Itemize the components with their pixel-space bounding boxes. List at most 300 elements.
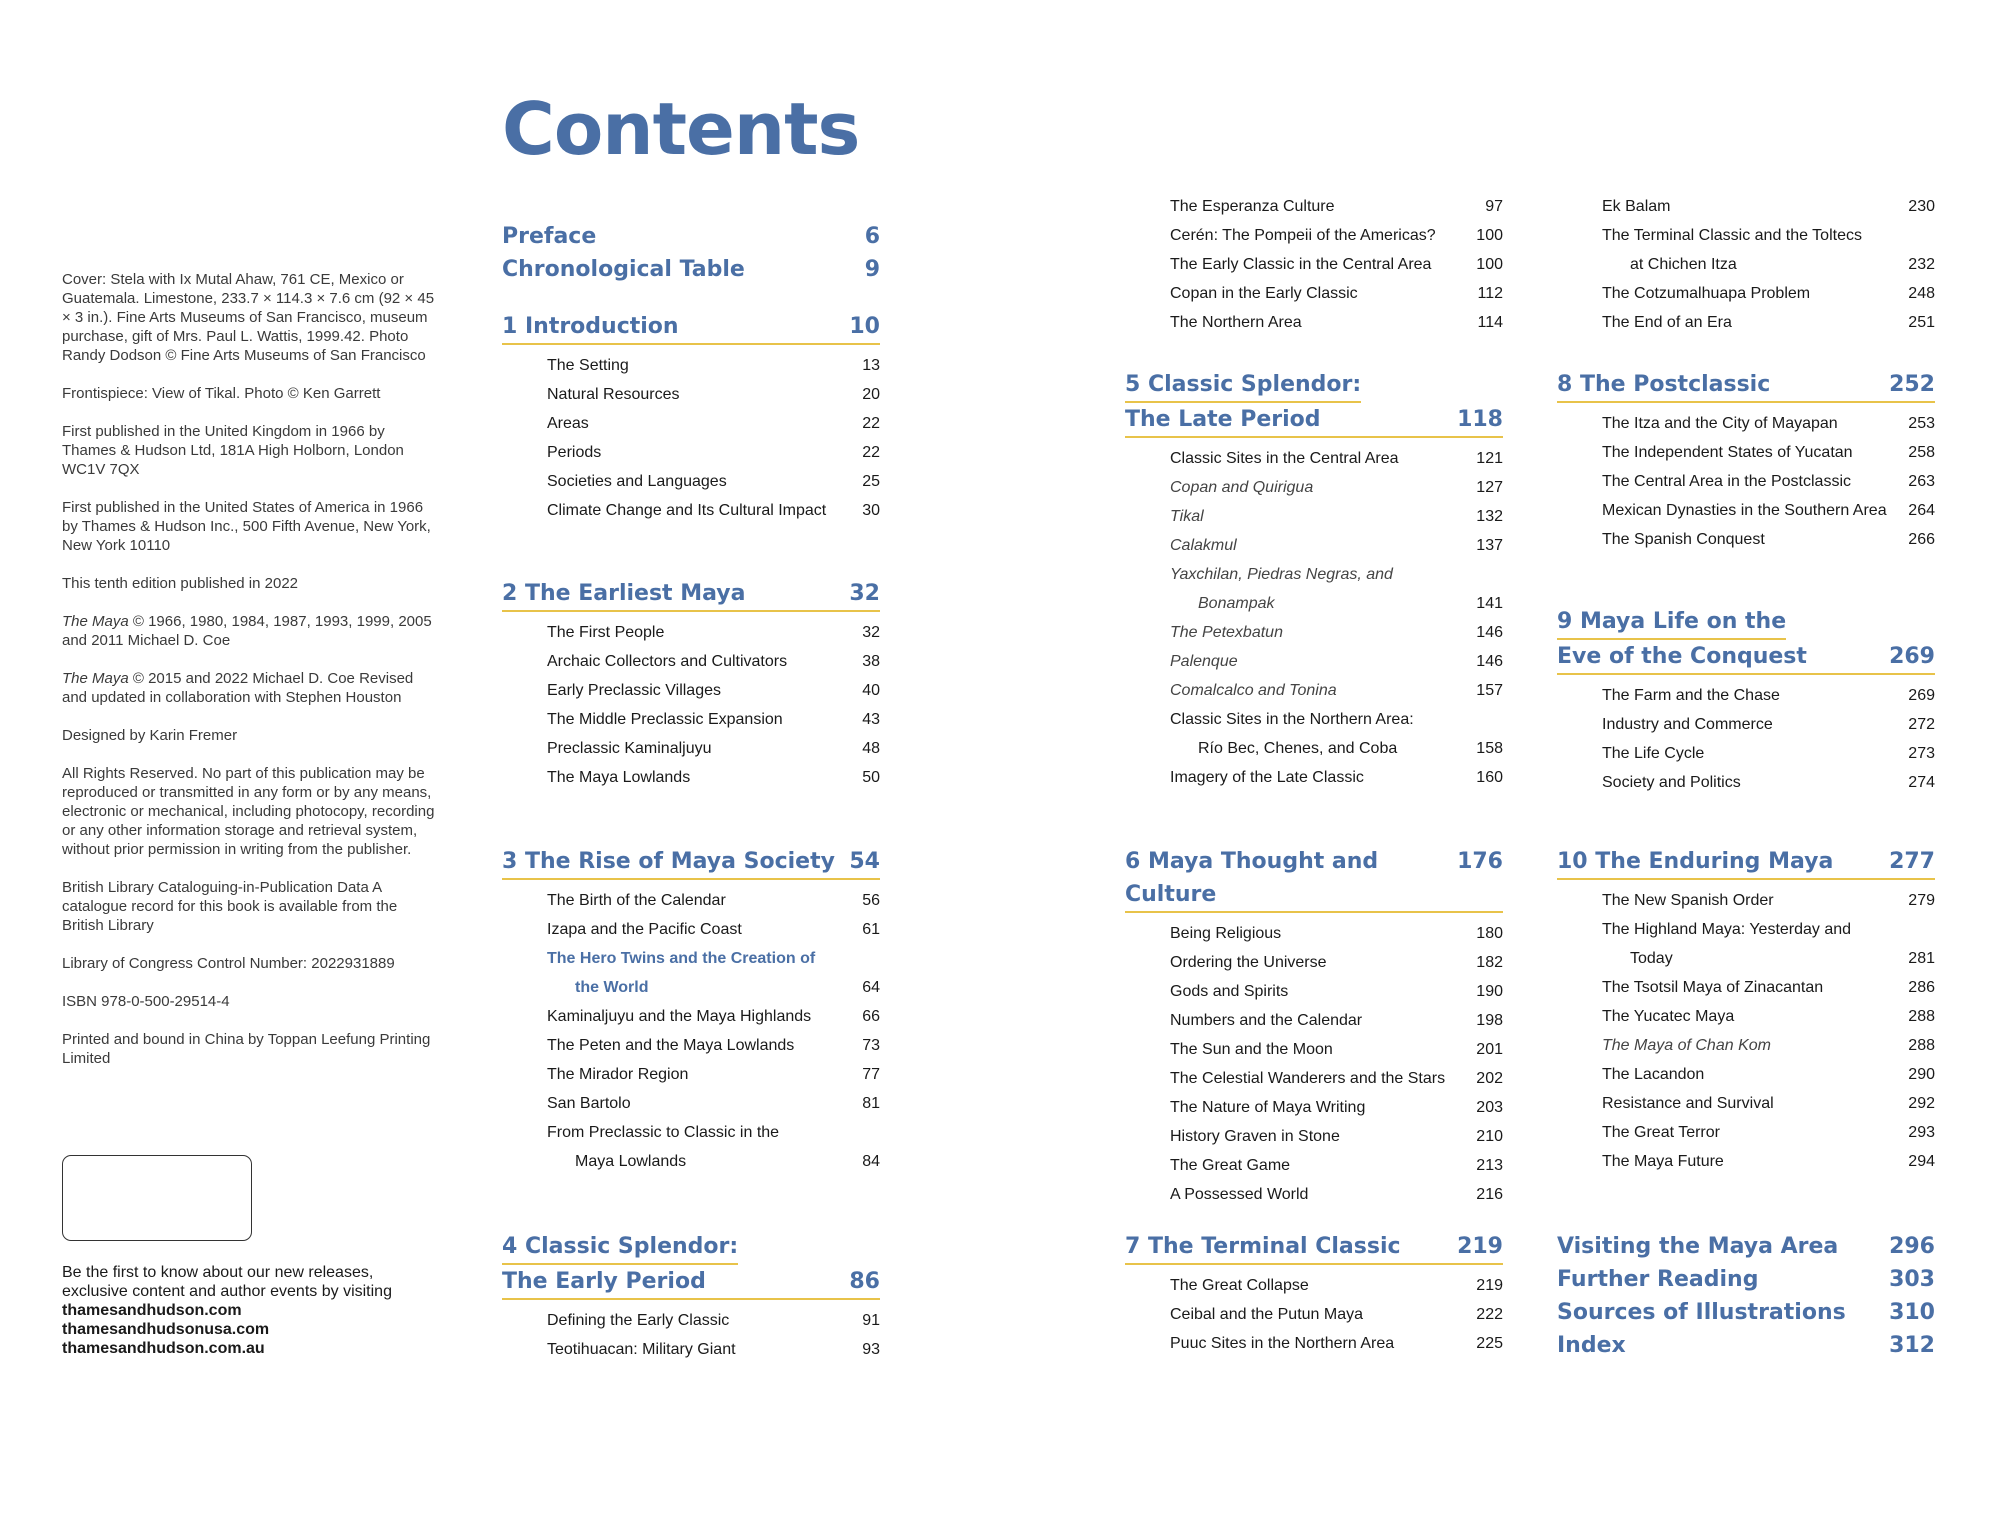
- cover-credit: Cover: Stela with Ix Mutal Ahaw, 761 CE, Mexico or Guatemala. Limestone, 233.7 × 114.3 × 7.6 cm (92 × 45 × 3 in.). Fine Arts Museums of San Francisco, museum purchase, gift of Mrs. Paul L. Wattis, 1999.42. Photo Randy Dodson © Fine Arts Museums of San Francisco: [62, 271, 435, 364]
- entry-title: Early Preclassic Villages: [547, 682, 721, 699]
- toc-section: [1557, 845, 1935, 1176]
- toc-entry[interactable]: [1170, 279, 1503, 308]
- entry-title: Río Bec, Chenes, and Coba: [1198, 740, 1398, 757]
- entry-title: The Esperanza Culture: [1170, 198, 1335, 215]
- toc-entry-list: [1125, 1271, 1503, 1358]
- entry-page-number: 43: [862, 711, 880, 728]
- entry-title: The Farm and the Chase: [1602, 687, 1780, 704]
- entry-title: The First People: [547, 624, 665, 641]
- entry-title: Bonampak: [1198, 595, 1275, 612]
- toc-entry[interactable]: [1602, 915, 1935, 944]
- entry-page-number: 272: [1908, 716, 1935, 733]
- printer-credit: Printed and bound in China by Toppan Leefung Printing Limited: [62, 1031, 431, 1067]
- entry-page-number: 77: [862, 1066, 880, 1083]
- toc-entry[interactable]: [1170, 1151, 1503, 1180]
- chapter-page-number: 269: [1889, 644, 1935, 669]
- toc-entry[interactable]: [1170, 919, 1503, 948]
- entry-title: The Tsotsil Maya of Zinacantan: [1602, 979, 1824, 996]
- website-link[interactable]: thamesandhudson.com: [62, 1302, 242, 1319]
- toc-entry[interactable]: [1602, 221, 1935, 250]
- entry-title: Puuc Sites in the Northern Area: [1170, 1335, 1395, 1352]
- toc-entry[interactable]: [547, 944, 880, 973]
- entry-title: Izapa and the Pacific Coast: [547, 921, 742, 938]
- entry-title: The Petexbatun: [1170, 624, 1283, 641]
- chapter-heading[interactable]: [502, 253, 880, 286]
- toc-section: [502, 310, 880, 525]
- toc-entry[interactable]: [1602, 308, 1935, 337]
- toc-entry[interactable]: [547, 886, 880, 915]
- chapter-title: 2 The Earliest Maya: [502, 581, 746, 606]
- chapter-title: 6 Maya Thought and Culture: [1125, 849, 1379, 907]
- entry-page-number: 73: [862, 1037, 880, 1054]
- entry-page-number: 146: [1476, 653, 1503, 670]
- toc-entry[interactable]: [547, 351, 880, 380]
- entry-page-number: 132: [1476, 508, 1503, 525]
- entry-page-number: 182: [1476, 954, 1503, 971]
- entry-title: Copan and Quirigua: [1170, 479, 1314, 496]
- chapter-heading[interactable]: [1125, 845, 1503, 913]
- toc-entry[interactable]: [1602, 1147, 1935, 1176]
- toc-entry[interactable]: [547, 973, 880, 1002]
- toc-section: [502, 845, 880, 1176]
- toc-entry[interactable]: [1602, 438, 1935, 467]
- entry-title: The Early Classic in the Central Area: [1170, 256, 1432, 273]
- entry-title: Calakmul: [1170, 537, 1237, 554]
- entry-title: the World: [575, 979, 649, 996]
- toc-entry[interactable]: [1602, 1031, 1935, 1060]
- edition-note: This tenth edition published in 2022: [62, 575, 299, 592]
- entry-title: Kaminaljuyu and the Maya Highlands: [547, 1008, 812, 1025]
- toc-entry-list: [1557, 886, 1935, 1176]
- entry-title: The Great Terror: [1602, 1124, 1720, 1141]
- chapter-heading[interactable]: [1125, 403, 1503, 438]
- toc-section: [502, 577, 880, 792]
- entry-title: The Cotzumalhuapa Problem: [1602, 285, 1811, 302]
- entry-title: Classic Sites in the Northern Area:: [1170, 711, 1414, 728]
- chapter-title: Index: [1557, 1333, 1626, 1358]
- entry-title: The Northern Area: [1170, 314, 1302, 331]
- toc-entry[interactable]: [547, 1060, 880, 1089]
- toc-entry[interactable]: [1602, 1089, 1935, 1118]
- toc-entry[interactable]: [1170, 705, 1503, 734]
- signup-notice: [62, 1263, 442, 1358]
- entry-page-number: 81: [862, 1095, 880, 1112]
- entry-page-number: 84: [862, 1153, 880, 1170]
- entry-page-number: 269: [1908, 687, 1935, 704]
- entry-title: The Yucatec Maya: [1602, 1008, 1735, 1025]
- toc-entry[interactable]: [1602, 1060, 1935, 1089]
- entry-title: From Preclassic to Classic in the: [547, 1124, 780, 1141]
- entry-title: Cerén: The Pompeii of the Americas?: [1170, 227, 1436, 244]
- toc-entry-list: [1557, 681, 1935, 797]
- chapter-page-number: 252: [1889, 372, 1935, 397]
- entry-page-number: 258: [1908, 444, 1935, 461]
- entry-title: Mexican Dynasties in the Southern Area: [1602, 502, 1887, 519]
- entry-title: The Nature of Maya Writing: [1170, 1099, 1366, 1116]
- toc-entry[interactable]: [547, 647, 880, 676]
- entry-page-number: 180: [1476, 925, 1503, 942]
- toc-entry-list: [1557, 409, 1935, 554]
- chapter-heading[interactable]: [1125, 1230, 1503, 1265]
- chapter-title: 10 The Enduring Maya: [1557, 849, 1834, 874]
- entry-page-number: 93: [862, 1341, 880, 1358]
- entry-title: San Bartolo: [547, 1095, 631, 1112]
- entry-title: Ek Balam: [1602, 198, 1671, 215]
- entry-page-number: 222: [1476, 1306, 1503, 1323]
- entry-title: The Sun and the Moon: [1170, 1041, 1333, 1058]
- signup-text: Be the first to know about our new releases, exclusive content and author events by visiting: [62, 1264, 392, 1300]
- toc-entry[interactable]: [1170, 192, 1503, 221]
- toc-entry-list: [1125, 444, 1503, 792]
- entry-title: Palenque: [1170, 653, 1238, 670]
- toc-entry[interactable]: [1602, 739, 1935, 768]
- toc-entry[interactable]: [547, 1306, 880, 1335]
- entry-page-number: 22: [862, 415, 880, 432]
- toc-section: [1125, 368, 1503, 792]
- entry-page-number: 253: [1908, 415, 1935, 432]
- toc-entry[interactable]: [547, 1002, 880, 1031]
- chapter-heading[interactable]: [1557, 1263, 1935, 1296]
- toc-section: [1125, 192, 1503, 337]
- toc-entry[interactable]: [547, 467, 880, 496]
- entry-page-number: 114: [1477, 314, 1503, 331]
- entry-page-number: 25: [862, 473, 880, 490]
- entry-title: History Graven in Stone: [1170, 1128, 1340, 1145]
- toc-entry[interactable]: [1170, 308, 1503, 337]
- toc-entry[interactable]: [547, 380, 880, 409]
- entry-page-number: 160: [1476, 769, 1503, 786]
- entry-title: Periods: [547, 444, 602, 461]
- entry-page-number: 38: [862, 653, 880, 670]
- toc-entry[interactable]: [1602, 681, 1935, 710]
- entry-title: Industry and Commerce: [1602, 716, 1773, 733]
- entry-page-number: 40: [862, 682, 880, 699]
- entry-page-number: 251: [1908, 314, 1935, 331]
- toc-entry[interactable]: [547, 705, 880, 734]
- chapter-heading[interactable]: [1557, 1296, 1935, 1329]
- toc-section: [1125, 845, 1503, 1209]
- toc-entry[interactable]: [1170, 1093, 1503, 1122]
- copyright-1: The Maya © 1966, 1980, 1984, 1987, 1993, 1999, 2005 and 2011 Michael D. Coe: [62, 613, 432, 649]
- toc-entry[interactable]: [547, 1031, 880, 1060]
- entry-title: The Itza and the City of Mayapan: [1602, 415, 1838, 432]
- entry-page-number: 190: [1476, 983, 1503, 1000]
- toc-entry-list: [502, 618, 880, 792]
- entry-page-number: 281: [1908, 950, 1935, 967]
- chapter-title: Preface: [502, 224, 597, 249]
- website-link[interactable]: thamesandhudsonusa.com: [62, 1321, 270, 1338]
- toc-entry[interactable]: [1602, 192, 1935, 221]
- entry-page-number: 286: [1908, 979, 1935, 996]
- entry-title: Classic Sites in the Central Area: [1170, 450, 1399, 467]
- toc-entry[interactable]: [1170, 763, 1503, 792]
- toc-entry[interactable]: [1602, 525, 1935, 554]
- toc-section: [1557, 192, 1935, 337]
- toc-section: [1557, 368, 1935, 554]
- toc-entry[interactable]: [1170, 531, 1503, 560]
- entry-title: The Highland Maya: Yesterday and: [1602, 921, 1852, 938]
- toc-entry[interactable]: [547, 676, 880, 705]
- entry-page-number: 50: [862, 769, 880, 786]
- entry-title: The Maya Future: [1602, 1153, 1724, 1170]
- chapter-page-number: 54: [849, 849, 880, 874]
- entry-page-number: 91: [862, 1312, 880, 1329]
- toc-entry[interactable]: [1170, 618, 1503, 647]
- entry-title: The Hero Twins and the Creation of: [547, 950, 816, 967]
- toc-entry[interactable]: [547, 1147, 880, 1176]
- entry-page-number: 157: [1476, 682, 1503, 699]
- entry-page-number: 266: [1908, 531, 1935, 548]
- toc-section: [1125, 1230, 1503, 1358]
- toc-entry[interactable]: [547, 734, 880, 763]
- toc-entry[interactable]: [1170, 1180, 1503, 1209]
- toc-entry[interactable]: [1602, 409, 1935, 438]
- toc-entry[interactable]: [1170, 1329, 1503, 1358]
- toc-entry[interactable]: [547, 618, 880, 647]
- us-publication: First published in the United States of America in 1966 by Thames & Hudson Inc., 500 Fifth Avenue, New York, New York 10110: [62, 499, 431, 554]
- loc-number: Library of Congress Control Number: 2022931889: [62, 955, 395, 972]
- toc-entry[interactable]: [1170, 250, 1503, 279]
- toc-entry[interactable]: [547, 438, 880, 467]
- entry-title: Numbers and the Calendar: [1170, 1012, 1363, 1029]
- entry-title: Imagery of the Late Classic: [1170, 769, 1364, 786]
- chapter-title: The Early Period: [502, 1269, 706, 1294]
- entry-page-number: 202: [1476, 1070, 1503, 1087]
- toc-entry[interactable]: [1170, 1300, 1503, 1329]
- entry-title: Gods and Spirits: [1170, 983, 1289, 1000]
- entry-page-number: 100: [1476, 227, 1503, 244]
- chapter-title: Sources of Illustrations: [1557, 1300, 1846, 1325]
- chapter-heading[interactable]: [1557, 640, 1935, 675]
- chapter-heading[interactable]: [502, 577, 880, 612]
- toc-entry[interactable]: [547, 1089, 880, 1118]
- entry-page-number: 230: [1908, 198, 1935, 215]
- chapter-title: The Late Period: [1125, 407, 1321, 432]
- chapter-heading[interactable]: [502, 310, 880, 345]
- entry-page-number: 225: [1476, 1335, 1503, 1352]
- chapter-title: 9 Maya Life on the: [1557, 609, 1787, 634]
- page-title: Contents: [502, 87, 860, 171]
- toc-entry[interactable]: [547, 1335, 880, 1364]
- entry-page-number: 158: [1476, 740, 1503, 757]
- entry-page-number: 216: [1476, 1186, 1503, 1203]
- entry-title: Archaic Collectors and Cultivators: [547, 653, 788, 670]
- toc-entry-list: [1557, 192, 1935, 337]
- toc-entry[interactable]: [547, 763, 880, 792]
- toc-entry[interactable]: [1602, 973, 1935, 1002]
- chapter-heading[interactable]: [502, 1265, 880, 1300]
- entry-title: Natural Resources: [547, 386, 680, 403]
- toc-entry[interactable]: [1602, 710, 1935, 739]
- toc-section: [502, 1230, 880, 1364]
- entry-page-number: 219: [1476, 1277, 1503, 1294]
- chapter-heading[interactable]: [502, 845, 880, 880]
- chapter-page-number: 32: [849, 581, 880, 606]
- toc-entry[interactable]: [547, 1118, 880, 1147]
- toc-entry[interactable]: [1602, 1002, 1935, 1031]
- chapter-heading[interactable]: [1557, 845, 1935, 880]
- entry-title: Yaxchilan, Piedras Negras, and: [1170, 566, 1393, 583]
- entry-title: The Middle Preclassic Expansion: [547, 711, 783, 728]
- toc-entry[interactable]: [1170, 1271, 1503, 1300]
- toc-entry-list: [502, 886, 880, 1176]
- chapter-title: Visiting the Maya Area: [1557, 1234, 1839, 1259]
- toc-section: [1557, 605, 1935, 797]
- chapter-title: 5 Classic Splendor:: [1125, 372, 1362, 397]
- toc-entry[interactable]: [1602, 1118, 1935, 1147]
- entry-title: Societies and Languages: [547, 473, 727, 490]
- chapter-heading[interactable]: [1557, 605, 1786, 640]
- toc-entry[interactable]: [1602, 496, 1935, 525]
- chapter-heading[interactable]: [1557, 1329, 1935, 1362]
- designer-credit: Designed by Karin Fremer: [62, 727, 238, 744]
- entry-page-number: 288: [1908, 1037, 1935, 1054]
- imprint-page: [62, 270, 442, 1087]
- toc-entry[interactable]: [1170, 676, 1503, 705]
- toc-entry[interactable]: [1602, 768, 1935, 797]
- toc-entry[interactable]: [1170, 948, 1503, 977]
- entry-page-number: 232: [1908, 256, 1935, 273]
- chapter-heading[interactable]: [502, 220, 880, 253]
- entry-page-number: 201: [1476, 1041, 1503, 1058]
- entry-page-number: 32: [862, 624, 880, 641]
- entry-title: Preclassic Kaminaljuyu: [547, 740, 712, 757]
- entry-page-number: 279: [1908, 892, 1935, 909]
- chapter-title: Eve of the Conquest: [1557, 644, 1807, 669]
- entry-page-number: 203: [1476, 1099, 1503, 1116]
- entry-page-number: 274: [1908, 774, 1935, 791]
- entry-page-number: 210: [1476, 1128, 1503, 1145]
- toc-section: [502, 220, 880, 286]
- entry-page-number: 97: [1485, 198, 1503, 215]
- chapter-page-number: 277: [1889, 849, 1935, 874]
- website-link[interactable]: thamesandhudson.com.au: [62, 1340, 265, 1357]
- entry-page-number: 293: [1908, 1124, 1935, 1141]
- toc-entry[interactable]: [1170, 1122, 1503, 1151]
- entry-title: The Great Game: [1170, 1157, 1291, 1174]
- entry-title: Maya Lowlands: [575, 1153, 687, 1170]
- entry-page-number: 141: [1476, 595, 1503, 612]
- entry-page-number: 64: [862, 979, 880, 996]
- entry-page-number: 146: [1476, 624, 1503, 641]
- entry-page-number: 100: [1476, 256, 1503, 273]
- chapter-page-number: 219: [1457, 1234, 1503, 1259]
- toc-entry[interactable]: [1170, 502, 1503, 531]
- rights-notice: All Rights Reserved. No part of this publication may be reproduced or transmitted in any form or by any means, electronic or mechanical, including photocopy, recording or any other information storage and retrieval system, without prior permission in writing from the publisher.: [62, 765, 435, 858]
- chapter-heading[interactable]: [1125, 368, 1361, 403]
- entry-page-number: 294: [1908, 1153, 1935, 1170]
- toc-entry[interactable]: [1602, 467, 1935, 496]
- entry-page-number: 13: [862, 357, 880, 374]
- entry-page-number: 56: [862, 892, 880, 909]
- entry-title: Copan in the Early Classic: [1170, 285, 1358, 302]
- chapter-page-number: 303: [1889, 1267, 1935, 1292]
- entry-title: Climate Change and Its Cultural Impact: [547, 502, 827, 519]
- chapter-page-number: 86: [849, 1269, 880, 1294]
- entry-title: The End of an Era: [1602, 314, 1732, 331]
- toc-entry-list: [502, 351, 880, 525]
- entry-title: at Chichen Itza: [1630, 256, 1737, 273]
- toc-entry[interactable]: [1602, 944, 1935, 973]
- toc-entry[interactable]: [1170, 734, 1503, 763]
- entry-page-number: 48: [862, 740, 880, 757]
- toc-entry[interactable]: [1170, 560, 1503, 589]
- entry-title: Defining the Early Classic: [547, 1312, 730, 1329]
- entry-page-number: 22: [862, 444, 880, 461]
- entry-title: Comalcalco and Tonina: [1170, 682, 1337, 699]
- isbn: ISBN 978-0-500-29514-4: [62, 993, 230, 1010]
- toc-entry[interactable]: [547, 496, 880, 525]
- chapter-page-number: 312: [1889, 1333, 1935, 1358]
- toc-entry-list: [1125, 919, 1503, 1209]
- entry-title: The Terminal Classic and the Toltecs: [1602, 227, 1862, 244]
- toc-entry[interactable]: [1170, 977, 1503, 1006]
- entry-page-number: 121: [1476, 450, 1503, 467]
- chapter-heading[interactable]: [502, 1230, 738, 1265]
- entry-page-number: 213: [1476, 1157, 1503, 1174]
- entry-title: The Lacandon: [1602, 1066, 1705, 1083]
- entry-title: The Maya of Chan Kom: [1602, 1037, 1771, 1054]
- toc-entry[interactable]: [1170, 444, 1503, 473]
- entry-title: The Mirador Region: [547, 1066, 689, 1083]
- entry-page-number: 112: [1477, 285, 1503, 302]
- copyright-2: The Maya © 2015 and 2022 Michael D. Coe Revised and updated in collaboration with Stephen Houston: [62, 670, 414, 706]
- entry-title: The Central Area in the Postclassic: [1602, 473, 1852, 490]
- toc-entry[interactable]: [1170, 1035, 1503, 1064]
- entry-page-number: 20: [862, 386, 880, 403]
- frontispiece-credit: Frontispiece: View of Tikal. Photo © Ken Garrett: [62, 385, 381, 402]
- entry-title: Areas: [547, 415, 589, 432]
- entry-title: The Maya Lowlands: [547, 769, 691, 786]
- toc-entry[interactable]: [1170, 1006, 1503, 1035]
- chapter-page-number: 176: [1457, 849, 1503, 874]
- entry-title: A Possessed World: [1170, 1186, 1309, 1203]
- chapter-title: Chronological Table: [502, 257, 745, 282]
- toc-entry[interactable]: [547, 409, 880, 438]
- entry-title: Ceibal and the Putun Maya: [1170, 1306, 1364, 1323]
- chapter-heading[interactable]: [1557, 368, 1935, 403]
- entry-page-number: 137: [1476, 537, 1503, 554]
- entry-page-number: 30: [862, 502, 880, 519]
- entry-page-number: 127: [1476, 479, 1503, 496]
- toc-entry[interactable]: [1170, 221, 1503, 250]
- chapter-title: 7 The Terminal Classic: [1125, 1234, 1401, 1259]
- toc-entry[interactable]: [1602, 250, 1935, 279]
- toc-entry[interactable]: [1170, 589, 1503, 618]
- toc-entry[interactable]: [1602, 279, 1935, 308]
- toc-entry[interactable]: [1170, 1064, 1503, 1093]
- toc-entry[interactable]: [547, 915, 880, 944]
- toc-entry[interactable]: [1170, 473, 1503, 502]
- entry-page-number: 290: [1908, 1066, 1935, 1083]
- chapter-page-number: 6: [864, 224, 880, 249]
- entry-title: Ordering the Universe: [1170, 954, 1327, 971]
- toc-entry[interactable]: [1602, 886, 1935, 915]
- entry-title: The Peten and the Maya Lowlands: [547, 1037, 795, 1054]
- entry-page-number: 263: [1908, 473, 1935, 490]
- chapter-title: 8 The Postclassic: [1557, 372, 1771, 397]
- entry-title: The Celestial Wanderers and the Stars: [1170, 1070, 1446, 1087]
- chapter-heading[interactable]: [1557, 1230, 1935, 1263]
- toc-entry-list: [1125, 192, 1503, 337]
- chapter-page-number: 118: [1457, 407, 1503, 432]
- chapter-title: 1 Introduction: [502, 314, 679, 339]
- entry-title: The Birth of the Calendar: [547, 892, 726, 909]
- entry-page-number: 198: [1476, 1012, 1503, 1029]
- entry-page-number: 66: [862, 1008, 880, 1025]
- toc-entry[interactable]: [1170, 647, 1503, 676]
- chapter-page-number: 296: [1889, 1234, 1935, 1259]
